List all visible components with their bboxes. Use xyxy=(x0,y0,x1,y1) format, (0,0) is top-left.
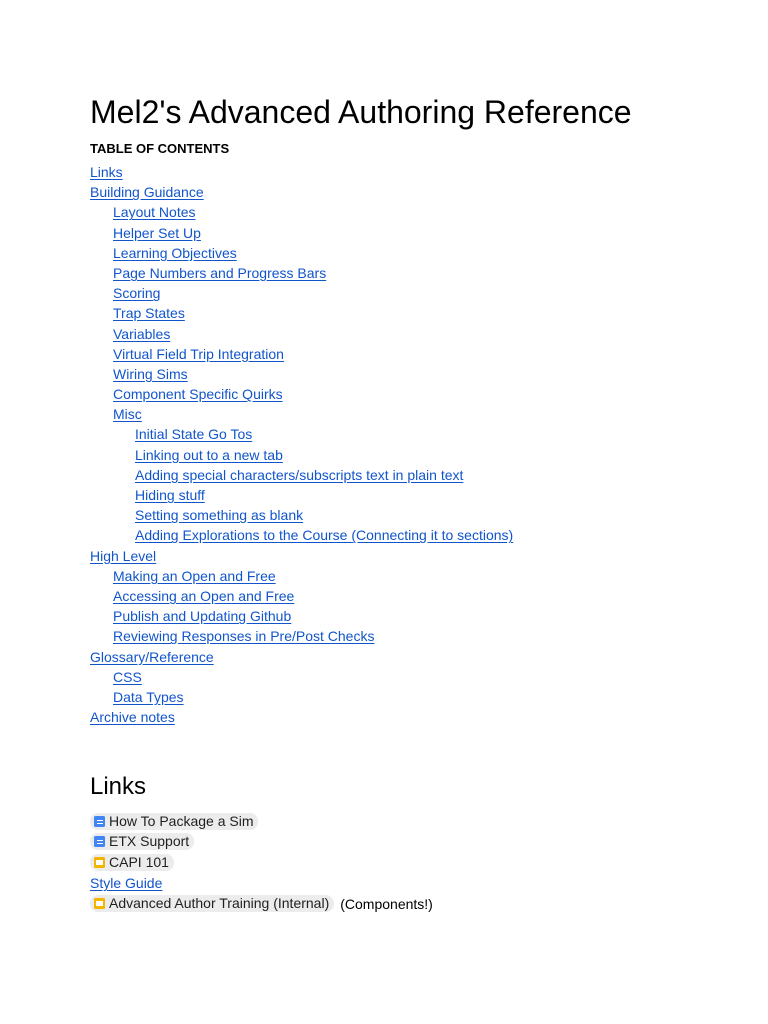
toc-link[interactable]: Building Guidance xyxy=(90,184,204,201)
doc-icon xyxy=(94,816,105,827)
toc-item xyxy=(90,647,513,667)
file-smart-chip[interactable] xyxy=(90,833,194,850)
chip-label: Advanced Author Training (Internal) xyxy=(109,894,330,911)
toc-link[interactable]: Virtual Field Trip Integration xyxy=(113,345,284,362)
toc-link[interactable]: Adding Explorations to the Course (Connecting it to sections) xyxy=(135,527,514,544)
toc-link[interactable]: High Level xyxy=(90,547,157,564)
links-list xyxy=(90,812,433,914)
toc-item xyxy=(90,263,513,283)
toc-item xyxy=(90,324,513,344)
slides-icon xyxy=(94,857,105,868)
chip-label: ETX Support xyxy=(109,833,190,850)
toc-link[interactable]: Publish and Updating Github xyxy=(113,608,292,625)
toc-heading: TABLE OF CONTENTS xyxy=(90,141,230,156)
toc-link[interactable]: Learning Objectives xyxy=(113,244,237,261)
toc-item xyxy=(90,485,513,505)
doc-icon xyxy=(94,836,105,847)
toc-item xyxy=(90,283,513,303)
chip-label: How To Package a Sim xyxy=(109,813,254,829)
toc-item xyxy=(90,384,513,404)
toc-link[interactable]: Misc xyxy=(113,406,142,423)
table-of-contents xyxy=(90,162,513,727)
toc-item xyxy=(90,465,513,485)
toc-link[interactable]: Component Specific Quirks xyxy=(113,386,283,403)
links-list-item xyxy=(90,873,433,893)
file-smart-chip[interactable] xyxy=(90,895,334,912)
toc-link[interactable]: Variables xyxy=(113,325,171,342)
toc-item xyxy=(90,223,513,243)
toc-item xyxy=(90,546,513,566)
toc-item xyxy=(90,404,513,424)
toc-item xyxy=(90,566,513,586)
toc-link[interactable]: Linking out to a new tab xyxy=(135,446,283,463)
toc-item xyxy=(90,707,513,727)
toc-item xyxy=(90,606,513,626)
toc-link[interactable]: Links xyxy=(90,164,123,180)
toc-item xyxy=(90,445,513,465)
toc-link[interactable]: Hiding stuff xyxy=(135,487,205,503)
toc-link[interactable]: Setting something as blank xyxy=(135,507,304,524)
toc-link[interactable]: Accessing an Open and Free xyxy=(113,587,295,604)
toc-link[interactable]: Trap States xyxy=(113,305,185,322)
toc-item xyxy=(90,626,513,646)
toc-item xyxy=(90,364,513,384)
links-list-item xyxy=(90,832,433,852)
toc-link[interactable]: Reviewing Responses in Pre/Post Checks xyxy=(113,628,375,645)
toc-link[interactable]: Glossary/Reference xyxy=(90,648,214,665)
toc-item xyxy=(90,424,513,444)
toc-link[interactable]: Archive notes xyxy=(90,709,175,726)
toc-item xyxy=(90,303,513,323)
links-list-item xyxy=(90,894,433,914)
toc-link[interactable]: Wiring Sims xyxy=(113,365,188,382)
links-list-item xyxy=(90,853,433,873)
links-list-item xyxy=(90,812,433,832)
chip-label: CAPI 101 xyxy=(109,853,169,870)
toc-link[interactable]: Adding special characters/subscripts text in plain text xyxy=(135,466,464,483)
toc-item xyxy=(90,344,513,364)
toc-item xyxy=(90,182,513,202)
style-guide-link[interactable]: Style Guide xyxy=(90,875,163,892)
toc-item xyxy=(90,667,513,687)
toc-item xyxy=(90,162,513,182)
toc-item xyxy=(90,505,513,525)
file-smart-chip[interactable] xyxy=(90,813,258,830)
toc-link[interactable]: Scoring xyxy=(113,285,161,302)
toc-link[interactable]: Page Numbers and Progress Bars xyxy=(113,264,327,281)
toc-link[interactable]: CSS xyxy=(113,668,142,685)
toc-link[interactable]: Helper Set Up xyxy=(113,224,201,241)
toc-item xyxy=(90,586,513,606)
toc-item xyxy=(90,687,513,707)
slides-icon xyxy=(94,898,105,909)
toc-item xyxy=(90,243,513,263)
toc-link[interactable]: Data Types xyxy=(113,688,184,705)
toc-item xyxy=(90,202,513,222)
toc-item xyxy=(90,525,513,545)
file-smart-chip[interactable] xyxy=(90,854,174,871)
toc-link[interactable]: Making an Open and Free xyxy=(113,567,276,584)
link-suffix-text: (Components!) xyxy=(340,895,433,912)
page-title: Mel2's Advanced Authoring Reference xyxy=(90,94,632,130)
toc-link[interactable]: Initial State Go Tos xyxy=(135,426,253,443)
links-heading: Links xyxy=(90,773,147,800)
toc-link[interactable]: Layout Notes xyxy=(113,204,196,221)
